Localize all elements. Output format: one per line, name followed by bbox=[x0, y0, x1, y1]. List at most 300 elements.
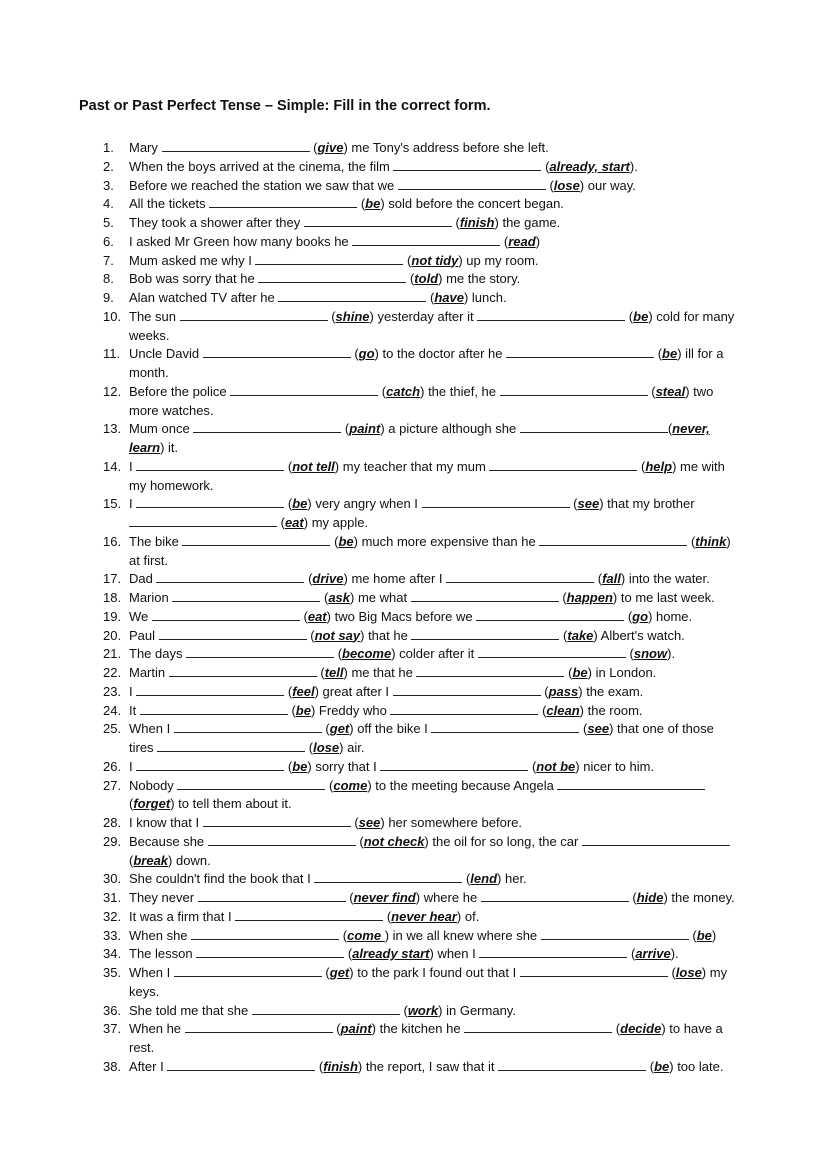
verb-hint-word: read bbox=[508, 233, 536, 249]
verb-hint: (lose) bbox=[305, 740, 344, 755]
answer-blank[interactable] bbox=[157, 739, 305, 752]
exercise-line bbox=[129, 308, 734, 326]
sentence-text: They never bbox=[129, 890, 198, 905]
exercise-line bbox=[129, 983, 159, 1001]
sentence-text: . bbox=[671, 646, 676, 662]
exercise-line bbox=[129, 589, 715, 607]
sentence-text: to the doctor after he bbox=[378, 346, 507, 362]
verb-hint: (be) bbox=[625, 308, 653, 324]
verb-hint-word: work bbox=[407, 1002, 439, 1018]
answer-blank[interactable] bbox=[174, 964, 322, 977]
verb-hint-word: lose bbox=[313, 740, 340, 755]
sentence-text: to the park I found out that I bbox=[353, 965, 520, 980]
verb-hint: (be) bbox=[688, 927, 717, 943]
answer-blank[interactable] bbox=[541, 927, 689, 940]
sentence-text: colder after it bbox=[395, 646, 478, 662]
exercise-line bbox=[129, 889, 735, 907]
verb-hint-word: get bbox=[329, 721, 350, 737]
answer-blank[interactable] bbox=[304, 214, 452, 227]
answer-blank[interactable] bbox=[191, 927, 339, 940]
exercise-number: 18. bbox=[103, 590, 122, 605]
sentence-text: month. bbox=[129, 365, 169, 380]
verb-hint: (be) bbox=[654, 346, 682, 362]
sentence-text: two Big Macs before we bbox=[330, 608, 477, 624]
exercise-line bbox=[129, 177, 636, 195]
answer-blank[interactable] bbox=[196, 945, 344, 958]
exercise-line bbox=[129, 758, 654, 776]
verb-hint-word: be bbox=[696, 927, 712, 943]
sentence-text: the kitchen he bbox=[376, 1021, 465, 1037]
exercise-number: 5. bbox=[103, 215, 114, 230]
exercise-number: 38. bbox=[103, 1058, 122, 1074]
sentence-text: her. bbox=[501, 871, 527, 887]
answer-blank[interactable] bbox=[398, 177, 546, 190]
exercise-number: 24. bbox=[103, 702, 122, 718]
verb-hint-word: not check bbox=[363, 833, 425, 849]
verb-hint-word: not be bbox=[536, 758, 576, 774]
sentence-text: great after I bbox=[318, 683, 393, 699]
exercise-number: 3. bbox=[103, 177, 114, 193]
sentence-text: We bbox=[129, 608, 152, 624]
sentence-text: Uncle David bbox=[129, 346, 203, 362]
verb-hint-word: eat bbox=[284, 515, 304, 530]
sentence-text: too late. bbox=[673, 1058, 724, 1074]
exercise-number: 28. bbox=[103, 815, 122, 830]
sentence-text: when I bbox=[433, 946, 480, 962]
sentence-text: in London. bbox=[591, 665, 657, 680]
verb-hint-word: become bbox=[342, 646, 392, 662]
answer-blank[interactable] bbox=[174, 720, 322, 733]
sentence-text: the money. bbox=[667, 890, 735, 905]
verb-hint: (never hear) bbox=[383, 908, 462, 924]
answer-blank[interactable] bbox=[203, 814, 351, 827]
verb-hint-word: get bbox=[329, 965, 350, 980]
answer-blank[interactable] bbox=[500, 383, 648, 396]
answer-blank[interactable] bbox=[156, 570, 304, 583]
sentence-text: home. bbox=[652, 608, 693, 624]
verb-hint: (work) bbox=[399, 1002, 443, 1018]
verb-hint: (lend) bbox=[462, 871, 502, 887]
sentence-text: the room. bbox=[584, 702, 643, 718]
sentence-text: Nobody bbox=[129, 777, 178, 793]
sentence-text: to me last week. bbox=[617, 590, 715, 605]
sentence-text: the thief, he bbox=[424, 383, 500, 399]
exercise-line bbox=[129, 570, 710, 588]
verb-hint-word: eat bbox=[307, 608, 327, 624]
answer-blank[interactable] bbox=[159, 627, 307, 640]
verb-hint: (not check) bbox=[355, 833, 429, 849]
answer-blank[interactable] bbox=[520, 964, 668, 977]
verb-hint: (catch) bbox=[378, 383, 425, 399]
answer-blank[interactable] bbox=[182, 533, 330, 546]
verb-hint-word: go bbox=[358, 346, 375, 362]
answer-blank[interactable] bbox=[235, 908, 383, 921]
exercise-number: 19. bbox=[103, 608, 122, 624]
verb-hint-word: take bbox=[567, 627, 594, 643]
exercise-line bbox=[129, 139, 549, 157]
answer-blank[interactable] bbox=[411, 627, 559, 640]
verb-hint: (never find) bbox=[345, 890, 421, 905]
sentence-text: Mum asked me why I bbox=[129, 252, 256, 268]
verb-hint-word: see bbox=[587, 721, 610, 737]
exercise-line bbox=[129, 533, 731, 551]
sentence-text: weeks. bbox=[129, 327, 170, 343]
verb-hint: (give) bbox=[309, 140, 348, 155]
sentence-text: very angry when I bbox=[311, 496, 422, 512]
answer-blank[interactable] bbox=[476, 608, 624, 621]
sentence-text: It was a firm that I bbox=[129, 908, 236, 924]
answer-blank[interactable] bbox=[140, 702, 288, 715]
exercise-line bbox=[129, 495, 695, 513]
exercise-number: 33. bbox=[103, 927, 122, 943]
verb-hint-word: never hear bbox=[391, 908, 457, 924]
exercise-line bbox=[129, 1020, 723, 1038]
verb-hint: (become) bbox=[334, 646, 396, 662]
exercise-line bbox=[129, 795, 292, 813]
verb-hint: (shine) bbox=[327, 308, 374, 324]
verb-hint-word: be bbox=[633, 308, 649, 324]
answer-blank[interactable] bbox=[489, 458, 637, 471]
verb-hint-word: be bbox=[662, 346, 678, 362]
sentence-text: The lesson bbox=[129, 946, 197, 962]
answer-blank[interactable] bbox=[393, 158, 541, 171]
sentence-text: She told me that she bbox=[129, 1002, 252, 1018]
sentence-text: rest. bbox=[129, 1040, 155, 1055]
exercise-number: 10. bbox=[103, 308, 122, 324]
verb-hint-word: tell bbox=[324, 665, 344, 680]
answer-blank[interactable] bbox=[506, 345, 654, 358]
answer-blank[interactable] bbox=[520, 420, 668, 433]
verb-hint: (not be) bbox=[528, 758, 580, 774]
answer-blank[interactable] bbox=[481, 889, 629, 902]
exercise-line bbox=[129, 608, 692, 626]
answer-blank[interactable] bbox=[582, 833, 730, 846]
sentence-text: It bbox=[129, 702, 140, 718]
verb-hint: (see) bbox=[579, 721, 614, 737]
exercise-line bbox=[129, 158, 638, 176]
verb-hint-word: learn bbox=[129, 440, 161, 455]
page-title: Past or Past Perfect Tense – Simple: Fill in the correct form. bbox=[79, 98, 491, 114]
exercise-number: 9. bbox=[103, 290, 114, 305]
answer-blank[interactable] bbox=[446, 570, 594, 583]
sentence-text: yesterday after it bbox=[373, 308, 478, 324]
sentence-text: I bbox=[129, 758, 137, 774]
exercise-number: 32. bbox=[103, 908, 122, 924]
verb-hint: (come) bbox=[325, 777, 372, 793]
verb-hint-word: lend bbox=[470, 871, 498, 887]
sentence-text: the exam. bbox=[582, 683, 644, 699]
exercise-line bbox=[129, 345, 723, 363]
sentence-text: I know that I bbox=[129, 815, 203, 830]
exercise-number: 8. bbox=[103, 271, 114, 287]
verb-hint-word: go bbox=[632, 608, 649, 624]
verb-hint: (help) bbox=[637, 458, 677, 474]
verb-hint-word: give bbox=[317, 140, 344, 155]
exercise-line bbox=[129, 458, 725, 476]
answer-blank[interactable] bbox=[255, 252, 403, 265]
exercise-line bbox=[129, 945, 679, 963]
sentence-text: tires bbox=[129, 740, 158, 755]
sentence-text: my teacher that my mum bbox=[339, 458, 490, 474]
sentence-text: I bbox=[129, 496, 137, 512]
verb-hint-word: think bbox=[695, 533, 727, 549]
exercise-line bbox=[129, 908, 479, 926]
answer-blank[interactable] bbox=[186, 645, 334, 658]
verb-hint: (clean) bbox=[538, 702, 585, 718]
sentence-text: The days bbox=[129, 646, 187, 662]
verb-hint: (paint) bbox=[332, 1021, 377, 1037]
answer-blank[interactable] bbox=[152, 608, 300, 621]
exercise-number: 27. bbox=[103, 777, 122, 793]
verb-hint: (hide) bbox=[628, 890, 668, 905]
exercise-number: 25. bbox=[103, 721, 122, 737]
exercise-line bbox=[129, 402, 214, 420]
exercise-line bbox=[129, 683, 643, 701]
answer-blank[interactable] bbox=[180, 308, 328, 321]
verb-hint-word: finish bbox=[459, 215, 495, 230]
sentence-text: Bob was sorry that he bbox=[129, 271, 259, 287]
answer-blank[interactable] bbox=[498, 1058, 646, 1071]
answer-blank[interactable] bbox=[557, 777, 705, 790]
verb-hint-word: catch bbox=[386, 383, 421, 399]
sentence-text: the oil for so long, the car bbox=[428, 833, 582, 849]
exercise-line bbox=[129, 720, 714, 738]
verb-hint: (think) bbox=[687, 533, 731, 549]
verb-hint: (eat) bbox=[299, 608, 331, 624]
exercise-line bbox=[129, 870, 527, 888]
exercise-line bbox=[129, 645, 675, 663]
sentence-text: Marion bbox=[129, 590, 173, 605]
verb-hint-word: hide bbox=[636, 890, 664, 905]
verb-hint-word: be bbox=[572, 665, 588, 680]
answer-blank[interactable] bbox=[230, 383, 378, 396]
exercise-line bbox=[129, 1058, 723, 1076]
verb-hint-word: break bbox=[133, 852, 169, 868]
verb-hint-word: not tidy bbox=[411, 252, 459, 268]
exercise-line bbox=[129, 927, 716, 945]
answer-blank[interactable] bbox=[390, 702, 538, 715]
exercise-line bbox=[129, 964, 727, 982]
sentence-text: lunch. bbox=[468, 290, 507, 305]
verb-hint: (not tidy) bbox=[403, 252, 463, 268]
verb-hint-word: drive bbox=[312, 571, 344, 587]
verb-hint-word: clean bbox=[546, 702, 580, 718]
exercise-line bbox=[129, 289, 507, 307]
exercise-line bbox=[129, 777, 705, 795]
sentence-text: When I bbox=[129, 721, 174, 737]
answer-blank[interactable] bbox=[208, 833, 356, 846]
sentence-text: off the bike I bbox=[353, 721, 432, 737]
sentence-text: the report, I saw that it bbox=[362, 1058, 499, 1074]
sentence-text: cold for many bbox=[652, 308, 735, 324]
answer-blank[interactable] bbox=[136, 758, 284, 771]
answer-blank[interactable] bbox=[278, 289, 426, 302]
verb-hint: (read) bbox=[500, 233, 541, 249]
verb-hint: (forget) bbox=[129, 796, 175, 812]
sentence-text: When he bbox=[129, 1021, 185, 1037]
answer-blank[interactable] bbox=[352, 233, 500, 246]
verb-hint: (steal) bbox=[647, 383, 690, 399]
sentence-text: When the boys arrived at the cinema, the film bbox=[129, 158, 394, 174]
answer-blank[interactable] bbox=[478, 645, 626, 658]
exercise-line bbox=[129, 270, 520, 288]
sentence-text: When I bbox=[129, 965, 174, 980]
verb-hint: (ask) bbox=[320, 590, 355, 605]
answer-blank[interactable] bbox=[167, 1058, 315, 1071]
sentence-text: sorry that I bbox=[311, 758, 381, 774]
sentence-text: Mum once bbox=[129, 421, 194, 437]
sentence-text: I asked Mr Green how many books he bbox=[129, 233, 353, 249]
verb-hint: (decide) bbox=[612, 1021, 666, 1037]
verb-hint: (have) bbox=[426, 290, 469, 305]
answer-blank[interactable] bbox=[422, 495, 570, 508]
sentence-text: After I bbox=[129, 1058, 168, 1074]
answer-blank[interactable] bbox=[136, 683, 284, 696]
answer-blank[interactable] bbox=[464, 1020, 612, 1033]
sentence-text: . bbox=[675, 946, 679, 962]
answer-blank[interactable] bbox=[129, 514, 277, 527]
sentence-text: in Germany. bbox=[442, 1002, 516, 1018]
verb-hint-word: already, start bbox=[549, 158, 630, 174]
answer-blank[interactable] bbox=[258, 270, 406, 283]
answer-blank[interactable] bbox=[177, 777, 325, 790]
verb-hint-word: be bbox=[292, 758, 308, 774]
exercise-line bbox=[129, 1039, 154, 1057]
answer-blank[interactable] bbox=[136, 495, 284, 508]
verb-hint-word: have bbox=[434, 290, 464, 305]
answer-blank[interactable] bbox=[162, 139, 310, 152]
sentence-text: ) it. bbox=[160, 440, 179, 455]
verb-hint-word: not tell bbox=[292, 458, 335, 474]
sentence-text: me the story. bbox=[442, 271, 521, 287]
verb-hint: (fall) bbox=[594, 571, 626, 587]
verb-hint: (not tell) bbox=[284, 458, 340, 474]
verb-hint: (tell) bbox=[316, 665, 348, 680]
answer-blank[interactable] bbox=[380, 758, 528, 771]
answer-blank[interactable] bbox=[172, 589, 320, 602]
exercise-number: 34. bbox=[103, 946, 122, 962]
exercise-line bbox=[129, 383, 713, 401]
verb-hint: (be) bbox=[284, 496, 312, 512]
answer-blank[interactable] bbox=[252, 1002, 400, 1015]
answer-blank[interactable] bbox=[203, 345, 351, 358]
exercise-line bbox=[129, 214, 560, 232]
verb-hint: (arrive) bbox=[627, 946, 676, 962]
sentence-text: Because she bbox=[129, 833, 208, 849]
verb-hint: (take) bbox=[559, 627, 598, 643]
answer-blank[interactable] bbox=[416, 664, 564, 677]
verb-hint: (snow) bbox=[625, 646, 672, 662]
verb-hint: (pass) bbox=[540, 683, 583, 699]
verb-hint: (be) bbox=[284, 758, 312, 774]
answer-blank[interactable] bbox=[198, 889, 346, 902]
verb-hint: (be) bbox=[330, 533, 358, 549]
exercise-line bbox=[129, 420, 710, 438]
exercise-number: 29. bbox=[103, 833, 122, 849]
exercise-line bbox=[129, 814, 522, 832]
sentence-text: me with bbox=[676, 458, 725, 474]
answer-blank[interactable] bbox=[209, 195, 357, 208]
sentence-text: in we all knew where she bbox=[389, 927, 541, 943]
sentence-text: my bbox=[706, 965, 728, 980]
verb-hint: (see) bbox=[569, 496, 604, 512]
verb-hint: (feel) bbox=[284, 683, 319, 699]
verb-hint: (be) bbox=[646, 1058, 674, 1074]
verb-hint: (get) bbox=[321, 721, 354, 737]
answer-blank[interactable] bbox=[479, 945, 627, 958]
sentence-text: air. bbox=[343, 740, 365, 755]
sentence-text: two bbox=[689, 383, 714, 399]
exercise-number: 23. bbox=[103, 683, 122, 699]
verb-hint: (be) bbox=[357, 196, 385, 212]
sentence-text: me home after I bbox=[347, 571, 447, 587]
verb-hint-word: ask bbox=[328, 590, 351, 605]
sentence-text: I bbox=[129, 683, 137, 699]
verb-hint-word: lose bbox=[553, 177, 580, 193]
verb-hint-word: decide bbox=[620, 1021, 662, 1037]
verb-hint-word: see bbox=[358, 815, 381, 830]
sentence-text: The bike bbox=[129, 533, 183, 549]
exercise-number: 31. bbox=[103, 890, 122, 905]
verb-hint-word: lose bbox=[675, 965, 702, 980]
verb-hint-word: told bbox=[414, 271, 439, 287]
answer-blank[interactable] bbox=[136, 458, 284, 471]
answer-blank[interactable] bbox=[431, 720, 579, 733]
exercise-number: 15. bbox=[103, 496, 122, 512]
exercise-number: 21. bbox=[103, 646, 122, 662]
verb-hint: (come ) bbox=[339, 927, 390, 943]
sentence-text: Martin bbox=[129, 665, 169, 680]
verb-hint-word: be bbox=[654, 1058, 670, 1074]
sentence-text: into the water. bbox=[625, 571, 710, 587]
sentence-text: Dad bbox=[129, 571, 157, 587]
sentence-text: ( bbox=[667, 421, 673, 437]
verb-hint: (lose) bbox=[667, 965, 707, 980]
sentence-text: much more expensive than he bbox=[357, 533, 540, 549]
sentence-text: When she bbox=[129, 927, 192, 943]
sentence-text: Before we reached the station we saw that we bbox=[129, 177, 398, 193]
verb-hint-word: not say bbox=[314, 627, 361, 643]
answer-blank[interactable] bbox=[169, 664, 317, 677]
sentence-text: our way. bbox=[584, 177, 636, 193]
answer-blank[interactable] bbox=[539, 533, 687, 546]
verb-hint-word: be bbox=[292, 496, 308, 512]
answer-blank[interactable] bbox=[477, 308, 625, 321]
sentence-text: Alan watched TV after he bbox=[129, 290, 279, 305]
verb-hint: (already start) bbox=[344, 946, 434, 962]
verb-hint-word: be bbox=[295, 702, 311, 718]
exercise-line bbox=[129, 195, 564, 213]
exercise-number: 17. bbox=[103, 571, 122, 587]
exercise-number: 36. bbox=[103, 1002, 122, 1018]
exercise-line bbox=[129, 852, 211, 870]
exercise-line bbox=[129, 552, 168, 570]
answer-blank[interactable] bbox=[193, 420, 341, 433]
verb-hint-word: feel bbox=[292, 683, 315, 699]
answer-blank[interactable] bbox=[411, 589, 559, 602]
verb-hint: (get) bbox=[321, 965, 354, 980]
exercise-number: 16. bbox=[103, 533, 122, 549]
exercise-line bbox=[129, 252, 539, 270]
sentence-text: The sun bbox=[129, 308, 180, 324]
sentence-text: that one of those bbox=[613, 721, 714, 737]
verb-hint-word: already start bbox=[352, 946, 430, 962]
answer-blank[interactable] bbox=[314, 870, 462, 883]
sentence-text: a picture although she bbox=[384, 421, 520, 437]
answer-blank[interactable] bbox=[393, 683, 541, 696]
verb-hint: (already, start) bbox=[541, 158, 635, 174]
answer-blank[interactable] bbox=[185, 1020, 333, 1033]
